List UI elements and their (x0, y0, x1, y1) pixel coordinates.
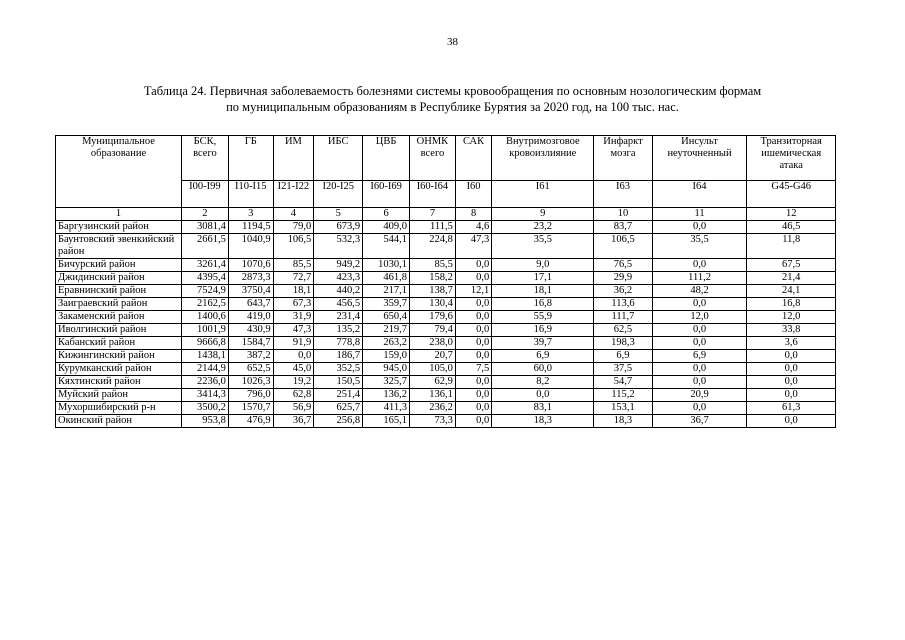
table-cell: 39,7 (492, 337, 594, 350)
table-cell: 6,9 (594, 350, 652, 363)
table-row (56, 298, 836, 311)
table-cell: 55,9 (492, 311, 594, 324)
table-cell: 652,5 (228, 363, 273, 376)
table-row (56, 337, 836, 350)
municipality-name: Курумканский район (56, 363, 182, 376)
icd-code: I63 (594, 181, 652, 208)
table-cell: 115,2 (594, 389, 652, 402)
table-cell: 6,9 (492, 350, 594, 363)
table-cell: 0,0 (455, 350, 491, 363)
table-cell: 256,8 (314, 415, 363, 428)
table-cell: 0,0 (455, 324, 491, 337)
caption-line-2: по муниципальным образованиям в Республике Бурятия за 2020 год, на 100 тыс. нас. (226, 100, 679, 114)
table-cell: 0,0 (455, 415, 491, 428)
column-number: 5 (314, 208, 363, 221)
table-cell: 352,5 (314, 363, 363, 376)
table-row (56, 363, 836, 376)
column-number: 2 (182, 208, 229, 221)
column-header: БСК, всего (182, 136, 229, 181)
table-cell: 0,0 (652, 324, 747, 337)
table-cell: 0,0 (747, 350, 836, 363)
table-cell: 138,7 (410, 285, 456, 298)
municipality-name: Заиграевский район (56, 298, 182, 311)
table-cell: 111,7 (594, 311, 652, 324)
table-cell: 4,6 (455, 221, 491, 234)
table-cell: 0,0 (652, 221, 747, 234)
table-cell: 251,4 (314, 389, 363, 402)
table-cell: 83,7 (594, 221, 652, 234)
table-cell: 0,0 (747, 363, 836, 376)
table-cell: 0,0 (455, 376, 491, 389)
table-cell: 153,1 (594, 402, 652, 415)
table-cell: 476,9 (228, 415, 273, 428)
municipality-name: Закаменский район (56, 311, 182, 324)
column-number: 6 (363, 208, 410, 221)
table-cell: 4395,4 (182, 272, 229, 285)
table-cell: 0,0 (747, 376, 836, 389)
table-cell: 19,2 (273, 376, 314, 389)
table-cell: 48,2 (652, 285, 747, 298)
table-cell: 91,9 (273, 337, 314, 350)
header-municipality: Муниципальное образование (56, 136, 182, 208)
table-cell: 409,0 (363, 221, 410, 234)
table-cell: 1194,5 (228, 221, 273, 234)
table-cell: 83,1 (492, 402, 594, 415)
table-cell: 36,7 (273, 415, 314, 428)
table-cell: 0,0 (455, 389, 491, 402)
page-number: 38 (447, 36, 458, 48)
table-cell: 0,0 (652, 363, 747, 376)
table-cell: 47,3 (455, 234, 491, 259)
table-cell: 111,5 (410, 221, 456, 234)
column-number: 4 (273, 208, 314, 221)
table-cell: 130,4 (410, 298, 456, 311)
table-cell: 29,9 (594, 272, 652, 285)
table-cell: 778,8 (314, 337, 363, 350)
table-cell: 1026,3 (228, 376, 273, 389)
table-cell: 113,6 (594, 298, 652, 311)
table-cell: 24,1 (747, 285, 836, 298)
municipality-name: Муйский район (56, 389, 182, 402)
icd-code: I60-I64 (410, 181, 456, 208)
table-cell: 31,9 (273, 311, 314, 324)
table-cell: 3261,4 (182, 259, 229, 272)
table-cell: 56,9 (273, 402, 314, 415)
table-cell: 3414,3 (182, 389, 229, 402)
municipality-name: Иволгинский район (56, 324, 182, 337)
column-number-row (56, 208, 836, 221)
table-cell: 236,2 (410, 402, 456, 415)
municipality-name: Еравнинский район (56, 285, 182, 298)
table-cell: 6,9 (652, 350, 747, 363)
table-cell: 1584,7 (228, 337, 273, 350)
table-cell: 18,1 (492, 285, 594, 298)
table-cell: 3500,2 (182, 402, 229, 415)
column-number: 7 (410, 208, 456, 221)
table-cell: 18,3 (492, 415, 594, 428)
table-cell: 0,0 (273, 350, 314, 363)
table-cell: 17,1 (492, 272, 594, 285)
table-cell: 0,0 (747, 389, 836, 402)
icd-code: I60-I69 (363, 181, 410, 208)
table-cell: 1070,6 (228, 259, 273, 272)
table-cell: 430,9 (228, 324, 273, 337)
municipality-name: Баргузинский район (56, 221, 182, 234)
icd-code: I60 (455, 181, 491, 208)
municipality-name: Баунтовский эвенкийский район (56, 234, 182, 259)
table-cell: 18,3 (594, 415, 652, 428)
table-cell: 0,0 (652, 298, 747, 311)
table-cell: 12,0 (747, 311, 836, 324)
column-number: 9 (492, 208, 594, 221)
table-cell: 1400,6 (182, 311, 229, 324)
table-cell: 238,0 (410, 337, 456, 350)
icd-code: G45-G46 (747, 181, 836, 208)
column-number: 8 (455, 208, 491, 221)
table-row (56, 311, 836, 324)
table-cell: 1570,7 (228, 402, 273, 415)
table-row (56, 234, 836, 259)
table-cell: 2873,3 (228, 272, 273, 285)
table-cell: 12,0 (652, 311, 747, 324)
column-header: ИБС (314, 136, 363, 181)
table-cell: 461,8 (363, 272, 410, 285)
table-cell: 419,0 (228, 311, 273, 324)
table-cell: 673,9 (314, 221, 363, 234)
table-cell: 411,3 (363, 402, 410, 415)
icd-code: I21-I22 (273, 181, 314, 208)
table-cell: 8,2 (492, 376, 594, 389)
table-cell: 36,7 (652, 415, 747, 428)
municipality-name: Кабанский район (56, 337, 182, 350)
table-cell: 0,0 (652, 376, 747, 389)
table-cell: 423,3 (314, 272, 363, 285)
caption-line-1: Таблица 24. Первичная заболеваемость болезнями системы кровообращения по основным нозологическим формам (143, 84, 762, 98)
table-cell: 325,7 (363, 376, 410, 389)
table-cell: 3750,4 (228, 285, 273, 298)
table-cell: 54,7 (594, 376, 652, 389)
table-cell: 12,1 (455, 285, 491, 298)
column-number: 1 (56, 208, 182, 221)
column-number: 11 (652, 208, 747, 221)
morbidity-table (55, 135, 836, 428)
table-cell: 165,1 (363, 415, 410, 428)
column-header: САК (455, 136, 491, 181)
icd-code: I00-I99 (182, 181, 229, 208)
table-cell: 79,4 (410, 324, 456, 337)
table-cell: 0,0 (455, 402, 491, 415)
table-cell: 45,0 (273, 363, 314, 376)
table-cell: 136,1 (410, 389, 456, 402)
table-cell: 0,0 (652, 259, 747, 272)
column-number: 12 (747, 208, 836, 221)
table-cell: 949,2 (314, 259, 363, 272)
table-cell: 1001,9 (182, 324, 229, 337)
table-cell: 62,9 (410, 376, 456, 389)
table-cell: 11,8 (747, 234, 836, 259)
table-cell: 85,5 (410, 259, 456, 272)
municipality-name: Кяхтинский район (56, 376, 182, 389)
table-cell: 150,5 (314, 376, 363, 389)
table-row (56, 221, 836, 234)
table-cell: 263,2 (363, 337, 410, 350)
table-cell: 0,0 (652, 337, 747, 350)
table-cell: 60,0 (492, 363, 594, 376)
table-caption (40, 83, 865, 115)
table-cell: 9666,8 (182, 337, 229, 350)
table-row (56, 285, 836, 298)
table-cell: 1040,9 (228, 234, 273, 259)
table-row (56, 389, 836, 402)
table-cell: 9,0 (492, 259, 594, 272)
table-cell: 36,2 (594, 285, 652, 298)
table-cell: 3,6 (747, 337, 836, 350)
table-row (56, 324, 836, 337)
municipality-name: Окинский район (56, 415, 182, 428)
table-cell: 2661,5 (182, 234, 229, 259)
column-number: 10 (594, 208, 652, 221)
table-cell: 35,5 (492, 234, 594, 259)
table-cell: 20,9 (652, 389, 747, 402)
table-cell: 544,1 (363, 234, 410, 259)
table-cell: 67,5 (747, 259, 836, 272)
table-cell: 21,4 (747, 272, 836, 285)
table-cell: 1030,1 (363, 259, 410, 272)
table-body (56, 208, 836, 428)
table-cell: 179,6 (410, 311, 456, 324)
table-cell: 0,0 (747, 415, 836, 428)
table-cell: 61,3 (747, 402, 836, 415)
municipality-name: Кижингинский район (56, 350, 182, 363)
table-cell: 79,0 (273, 221, 314, 234)
icd-code: I61 (492, 181, 594, 208)
table-cell: 20,7 (410, 350, 456, 363)
table-cell: 198,3 (594, 337, 652, 350)
table-cell: 0,0 (455, 311, 491, 324)
table-row (56, 350, 836, 363)
table-row (56, 415, 836, 428)
icd-code: I10-I15 (228, 181, 273, 208)
column-header: ГБ (228, 136, 273, 181)
table-cell: 796,0 (228, 389, 273, 402)
table-cell: 1438,1 (182, 350, 229, 363)
table-cell: 67,3 (273, 298, 314, 311)
table-row (56, 376, 836, 389)
table-cell: 159,0 (363, 350, 410, 363)
municipality-name: Бичурский район (56, 259, 182, 272)
table-cell: 0,0 (492, 389, 594, 402)
municipality-name: Джидинский район (56, 272, 182, 285)
table-cell: 231,4 (314, 311, 363, 324)
table-cell: 76,5 (594, 259, 652, 272)
table-cell: 35,5 (652, 234, 747, 259)
icd-code: I20-I25 (314, 181, 363, 208)
table-cell: 387,2 (228, 350, 273, 363)
table-cell: 16,9 (492, 324, 594, 337)
column-header: Инфаркт мозга (594, 136, 652, 181)
column-number: 3 (228, 208, 273, 221)
table-cell: 47,3 (273, 324, 314, 337)
table-cell: 0,0 (455, 259, 491, 272)
table-cell: 62,5 (594, 324, 652, 337)
table-cell: 456,5 (314, 298, 363, 311)
table-cell: 0,0 (455, 272, 491, 285)
table-row (56, 259, 836, 272)
table-cell: 111,2 (652, 272, 747, 285)
table-cell: 72,7 (273, 272, 314, 285)
table-cell: 73,3 (410, 415, 456, 428)
table-cell: 440,2 (314, 285, 363, 298)
table-cell: 106,5 (273, 234, 314, 259)
table-cell: 359,7 (363, 298, 410, 311)
table-row (56, 402, 836, 415)
table-cell: 16,8 (747, 298, 836, 311)
table-cell: 186,7 (314, 350, 363, 363)
table-cell: 217,1 (363, 285, 410, 298)
table-cell: 136,2 (363, 389, 410, 402)
table-cell: 532,3 (314, 234, 363, 259)
table-row (56, 272, 836, 285)
table-cell: 62,8 (273, 389, 314, 402)
table-cell: 2144,9 (182, 363, 229, 376)
table-cell: 2162,5 (182, 298, 229, 311)
table-cell: 650,4 (363, 311, 410, 324)
icd-code: I64 (652, 181, 747, 208)
table-cell: 33,8 (747, 324, 836, 337)
table-cell: 7524,9 (182, 285, 229, 298)
header-row (56, 136, 836, 181)
table-cell: 219,7 (363, 324, 410, 337)
table-cell: 625,7 (314, 402, 363, 415)
table-cell: 945,0 (363, 363, 410, 376)
table-cell: 643,7 (228, 298, 273, 311)
table-cell: 37,5 (594, 363, 652, 376)
table-cell: 3081,4 (182, 221, 229, 234)
table-cell: 158,2 (410, 272, 456, 285)
table-cell: 224,8 (410, 234, 456, 259)
column-header: ЦВБ (363, 136, 410, 181)
table-cell: 0,0 (455, 337, 491, 350)
column-header: Инсульт неуточненный (652, 136, 747, 181)
column-header: ИМ (273, 136, 314, 181)
column-header: Транзиторная ишемическая атака (747, 136, 836, 181)
table-cell: 2236,0 (182, 376, 229, 389)
table-cell: 85,5 (273, 259, 314, 272)
table-cell: 135,2 (314, 324, 363, 337)
table-cell: 16,8 (492, 298, 594, 311)
column-header: Внутримозговое кровоизлияние (492, 136, 594, 181)
table-cell: 46,5 (747, 221, 836, 234)
municipality-name: Мухоршибирский р-н (56, 402, 182, 415)
table-cell: 106,5 (594, 234, 652, 259)
column-header: ОНМК всего (410, 136, 456, 181)
table-cell: 953,8 (182, 415, 229, 428)
table-cell: 105,0 (410, 363, 456, 376)
table-cell: 23,2 (492, 221, 594, 234)
table-cell: 7,5 (455, 363, 491, 376)
table-cell: 0,0 (652, 402, 747, 415)
table-cell: 0,0 (455, 298, 491, 311)
table-cell: 18,1 (273, 285, 314, 298)
